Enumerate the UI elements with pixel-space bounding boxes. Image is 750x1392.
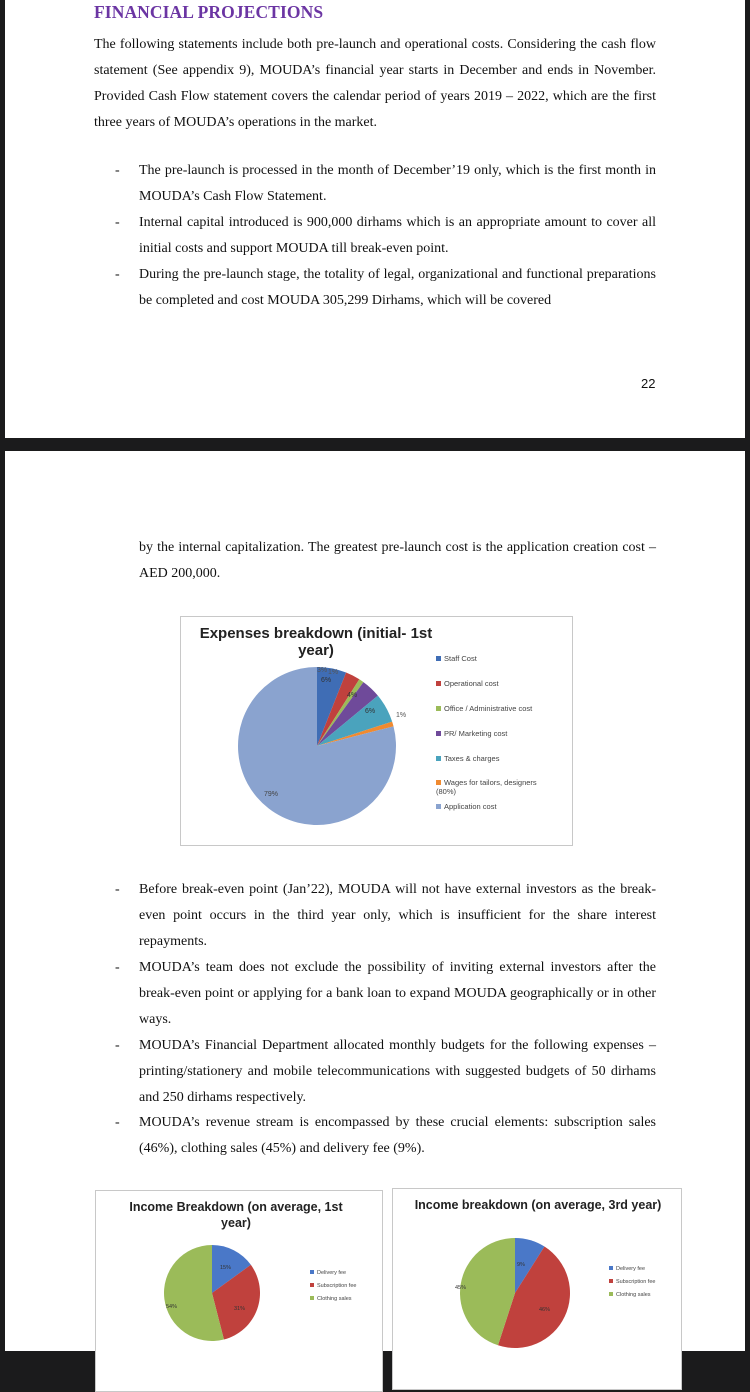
bullet-text: Before break-even point (Jan’22), MOUDA will not have external investors as the break-even point occurs in the third year only, which is insufficient for the share interest repayments.	[139, 882, 656, 949]
bullet-marker: -	[115, 267, 120, 282]
legend-item	[436, 754, 566, 778]
legend-label: Wages for tailors, designers (80%)	[436, 778, 537, 796]
continuation-text: by the internal capitalization. The greatest pre-launch cost is the application creation cost – AED 200,000.	[139, 540, 656, 581]
legend-swatch-icon	[609, 1292, 613, 1296]
document-page-22	[5, 0, 745, 438]
bullet-marker: -	[115, 960, 120, 975]
slice-label: 6%	[365, 708, 376, 715]
chart-title: Income breakdown (on average, 3rd year)	[414, 1198, 662, 1212]
legend-label: Application cost	[444, 802, 497, 811]
chart-title: Income Breakdown (on average, 1st year)	[129, 1200, 343, 1230]
legend-item	[436, 778, 556, 802]
bullet-text: MOUDA’s team does not exclude the possibility of inviting external investors after the break-even point or applying for a bank loan to expand MOUDA geographically or in other ways.	[139, 960, 656, 1027]
legend-item	[310, 1270, 380, 1283]
legend-item	[436, 654, 566, 679]
legend-label: Clothing sales	[317, 1296, 352, 1302]
bullet-marker: -	[115, 1038, 120, 1053]
legend-label: Subscription fee	[616, 1279, 656, 1285]
slice-label: 9%	[517, 1262, 525, 1268]
legend-label: Operational cost	[444, 679, 499, 688]
page-number: 22	[641, 376, 656, 391]
chart-legend	[310, 1270, 380, 1309]
slice-label: 1%	[328, 669, 339, 676]
income-3rd-year-pie-chart	[392, 1188, 682, 1390]
income-1st-year-pie-chart	[95, 1190, 383, 1392]
legend-swatch-icon	[436, 804, 441, 809]
legend-swatch-icon	[436, 756, 441, 761]
slice-label: 6%	[321, 677, 332, 684]
slice-label: 15%	[220, 1265, 232, 1271]
slice-label: 1%	[396, 712, 407, 719]
bullet-text: Internal capital introduced is 900,000 dirhams which is an appropriate amount to cover all initial costs and support MOUDA till break-even point.	[139, 215, 656, 256]
chart-legend	[436, 654, 566, 814]
legend-label: Delivery fee	[616, 1266, 646, 1272]
bullet-marker: -	[115, 1115, 120, 1130]
legend-swatch-icon	[609, 1266, 613, 1270]
legend-label: PR/ Marketing cost	[444, 729, 508, 738]
slice-label: 3%	[317, 667, 328, 674]
slice-label: 46%	[539, 1307, 551, 1313]
legend-swatch-icon	[436, 731, 441, 736]
slice-label: 4%	[347, 692, 358, 699]
legend-swatch-icon	[436, 681, 441, 686]
slice-label: 54%	[166, 1304, 178, 1310]
legend-swatch-icon	[310, 1296, 314, 1300]
bullet-text: MOUDA’s revenue stream is encompassed by these crucial elements: subscription sales (46%), clothing sales (45%) and delivery fee (9%).	[139, 1115, 656, 1156]
bullet-marker: -	[115, 215, 120, 230]
chart-legend	[609, 1266, 679, 1305]
legend-swatch-icon	[310, 1270, 314, 1274]
legend-item	[436, 802, 566, 814]
legend-swatch-icon	[436, 780, 441, 785]
legend-swatch-icon	[436, 706, 441, 711]
bullet-marker: -	[115, 163, 120, 178]
document-page-23	[5, 451, 745, 1351]
legend-swatch-icon	[310, 1283, 314, 1287]
bullet-text: The pre-launch is processed in the month of December’19 only, which is the first month in MOUDA’s Cash Flow Statement.	[139, 163, 656, 204]
bullet-text: During the pre-launch stage, the totality of legal, organizational and functional preparations be completed and cost MOUDA 305,299 Dirhams, which will be covered	[139, 267, 656, 308]
legend-item	[436, 679, 566, 704]
legend-item	[609, 1279, 679, 1292]
legend-item	[310, 1296, 380, 1309]
legend-item	[436, 704, 566, 729]
bullet-marker: -	[115, 882, 120, 897]
chart-title: Expenses breakdown (initial- 1st year)	[199, 625, 433, 659]
slice-label: 31%	[234, 1306, 246, 1312]
expenses-pie-chart	[180, 616, 573, 846]
legend-label: Delivery fee	[317, 1270, 347, 1276]
legend-label: Staff Cost	[444, 654, 477, 663]
intro-paragraph: The following statements include both pre-launch and operational costs. Considering the cash flow statement (See appendix 9), MOUDA’s financial year starts in December and ends in November. Provided Cash Flow statement covers the calendar period of years 2019 – 2022, which are the first three years of MOUDA’s operations in the market.	[94, 37, 656, 130]
legend-item	[609, 1292, 679, 1305]
legend-swatch-icon	[609, 1279, 613, 1283]
legend-item	[609, 1266, 679, 1279]
section-heading: FINANCIAL PROJECTIONS	[94, 2, 324, 22]
legend-label: Clothing sales	[616, 1292, 651, 1298]
legend-label: Taxes & charges	[444, 754, 500, 763]
legend-label: Subscription fee	[317, 1283, 357, 1289]
legend-swatch-icon	[436, 656, 441, 661]
legend-item	[436, 729, 566, 754]
slice-label: 79%	[264, 791, 279, 798]
bullet-text: MOUDA’s Financial Department allocated monthly budgets for the following expenses – printing/stationery and mobile telecommunications with suggested budgets of 50 dirhams and 250 dirhams respectively.	[139, 1038, 656, 1105]
legend-label: Office / Administrative cost	[444, 704, 533, 713]
slice-label: 45%	[455, 1285, 467, 1291]
legend-item	[310, 1283, 380, 1296]
